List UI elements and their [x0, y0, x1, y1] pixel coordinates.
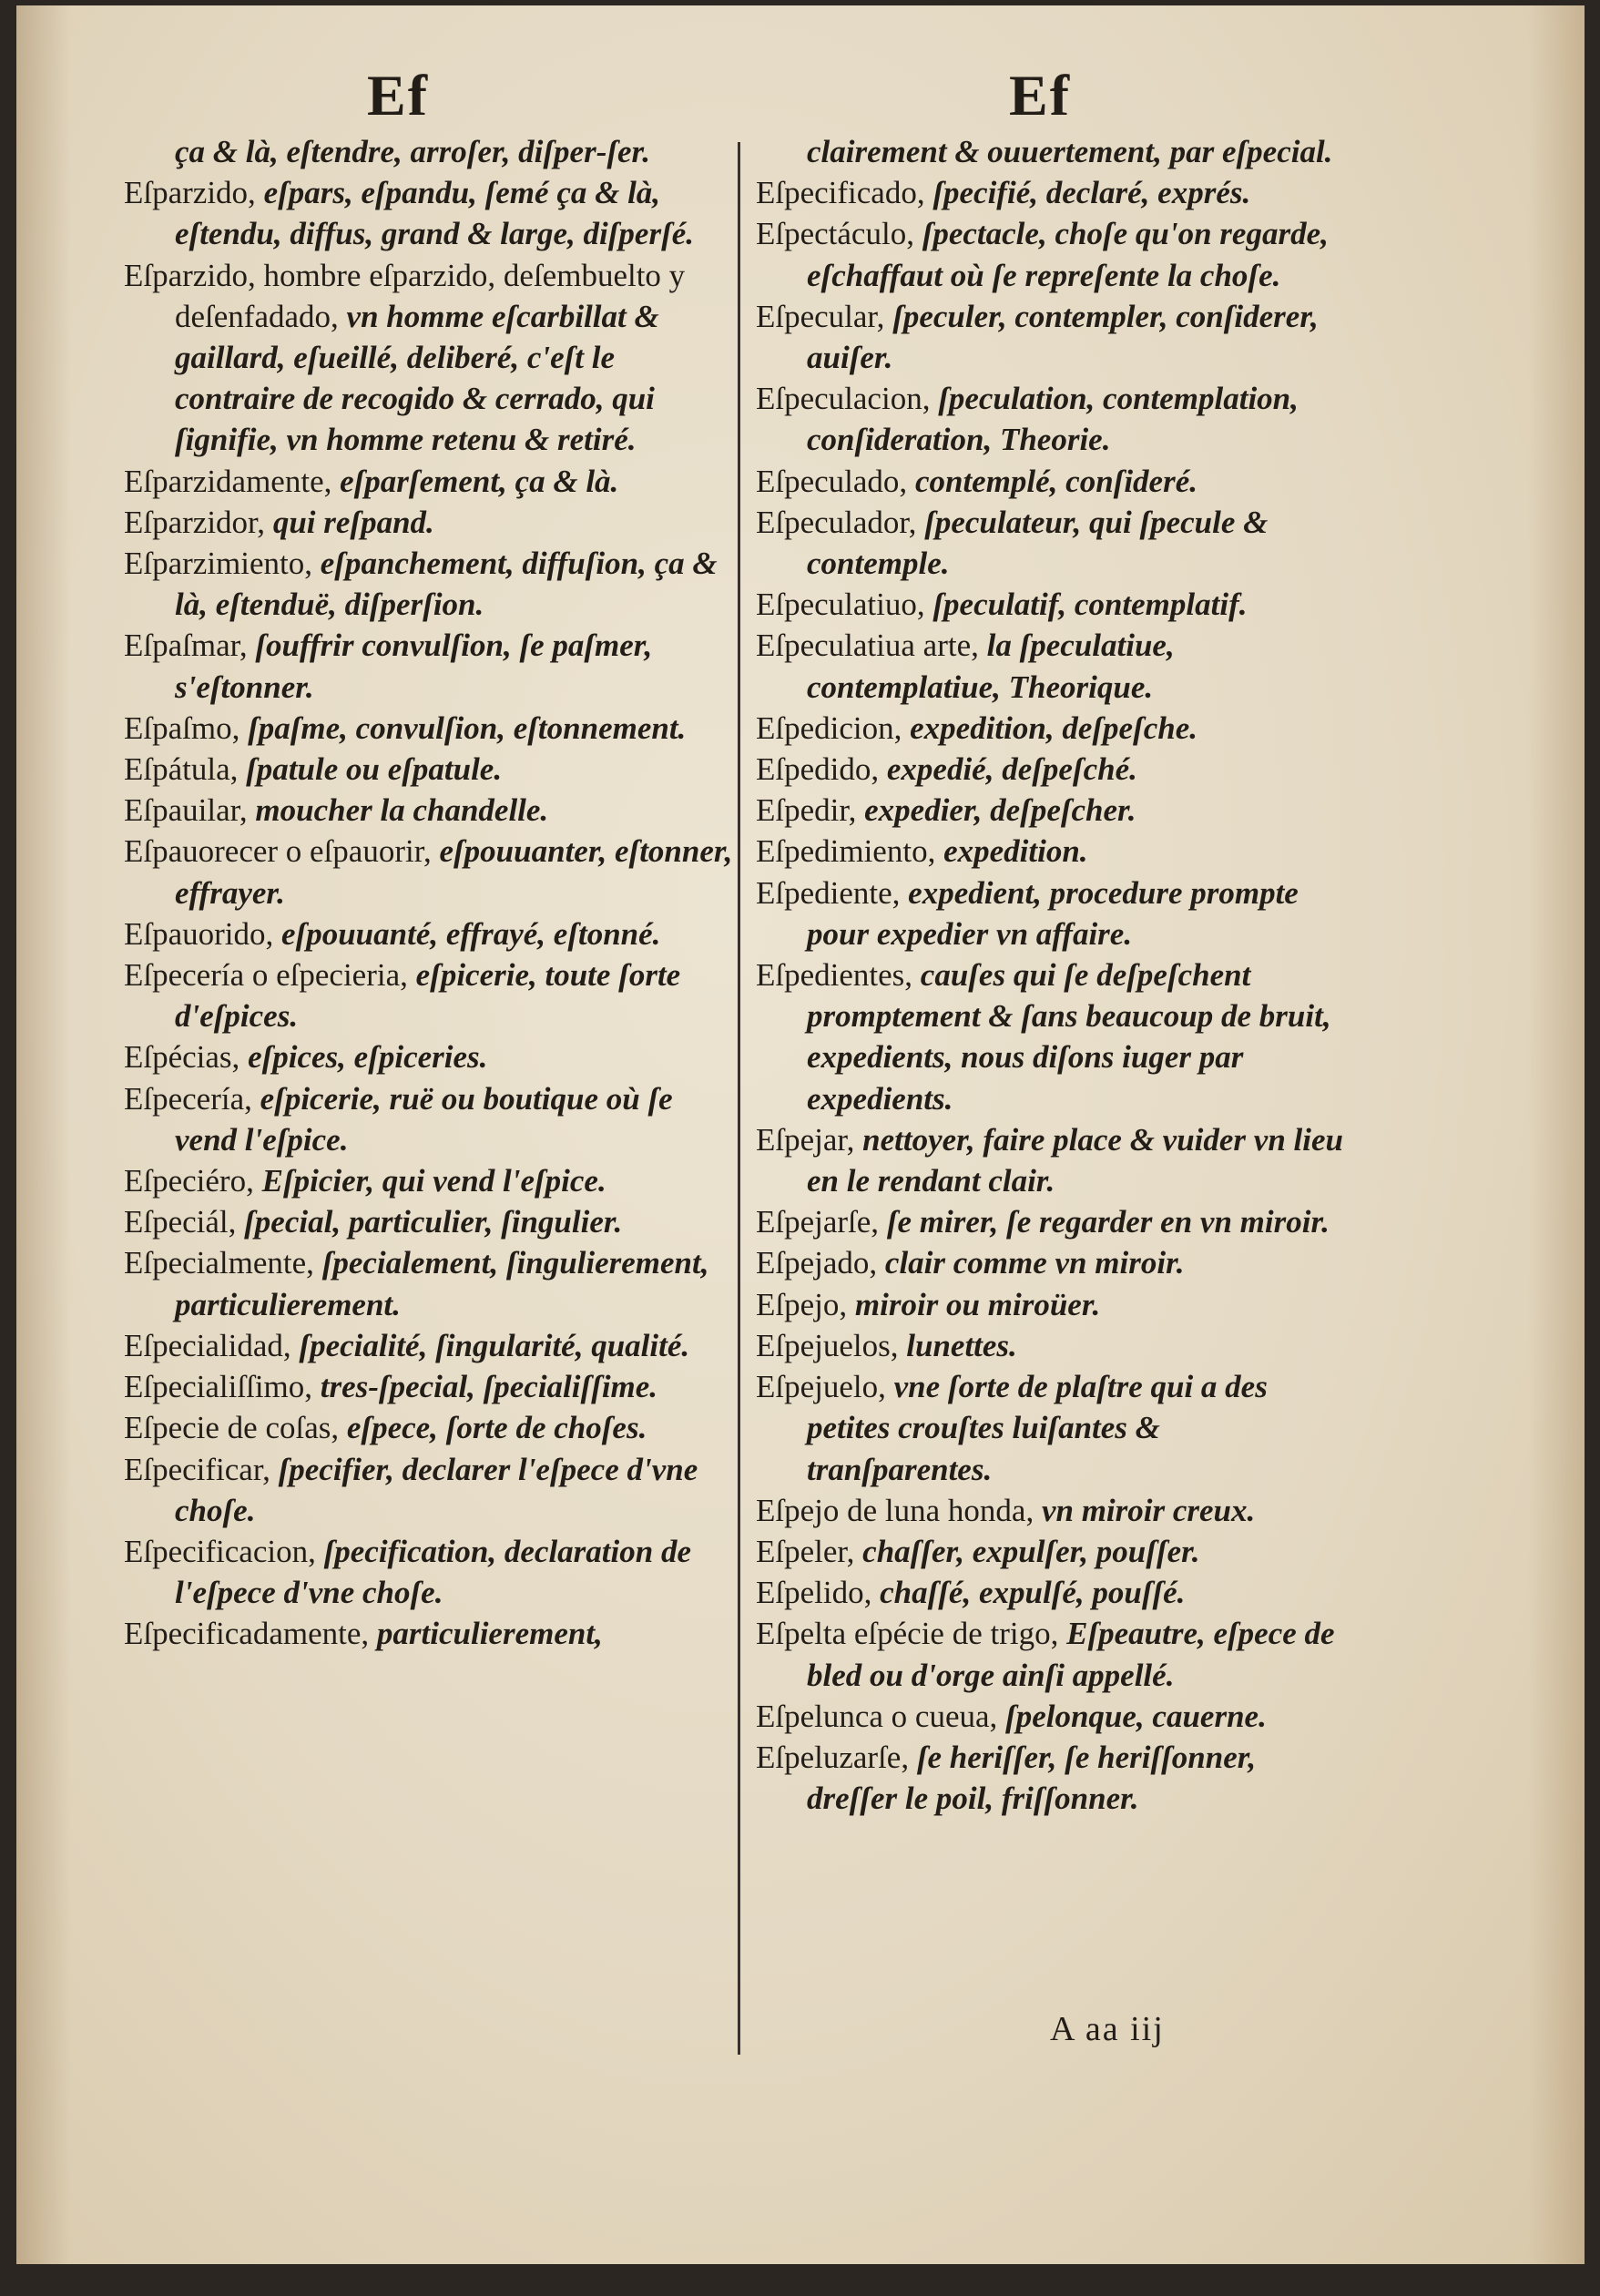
- dictionary-entry: [756, 1613, 1348, 1695]
- entry-definition: cauſes qui ſe deſpeſchent promptement & ſans beaucoup de bruit, expedients, nous diſons iuger par expedients.: [807, 957, 1331, 1117]
- entry-definition: eſpices, eſpiceries.: [248, 1039, 488, 1076]
- dictionary-entry: [756, 749, 1348, 790]
- dictionary-entry: [124, 1613, 736, 1654]
- entry-headword: Eſpecería,: [124, 1080, 260, 1117]
- dictionary-entry: [756, 1325, 1348, 1366]
- entry-headword: Eſpecificadamente,: [124, 1616, 377, 1652]
- signature-mark: A aa iij: [1050, 2010, 1165, 2048]
- entry-definition: lunettes.: [906, 1327, 1017, 1363]
- entry-definition: la ſpeculatiue, contemplatiue, Theorique.: [807, 628, 1175, 705]
- entry-definition: eſpanchement, diffuſion, ça & là, eſtenduë, diſperſion.: [175, 546, 718, 623]
- entry-definition: ſpaſme, convulſion, eſtonnement.: [248, 709, 687, 746]
- page-edge-shadow: [1528, 5, 1585, 2264]
- dictionary-entry: [124, 1531, 736, 1613]
- entry-definition: eſpouuanter, eſtonner, effrayer.: [175, 833, 733, 911]
- entry-headword: Eſparzidamente,: [124, 463, 341, 499]
- entry-headword: Eſparzidor,: [124, 504, 273, 540]
- entry-definition: moucher la chandelle.: [255, 792, 549, 829]
- dictionary-entry: [756, 213, 1348, 295]
- dictionary-entry: [756, 790, 1348, 831]
- dictionary-entry: [756, 1366, 1348, 1490]
- entry-headword: Eſparzido,: [124, 175, 264, 211]
- entry-headword: Eſpauorido,: [124, 915, 282, 952]
- entry-definition: ſpeculateur, qui ſpecule & contemple.: [807, 504, 1269, 582]
- dictionary-entry: [756, 954, 1348, 1119]
- dictionary-entry: [124, 1407, 736, 1448]
- dictionary-entry: [756, 831, 1348, 872]
- entry-headword: Eſpecialmente,: [124, 1245, 322, 1281]
- entry-definition: expedition, deſpeſche.: [910, 709, 1197, 746]
- dictionary-entry: [756, 1284, 1348, 1325]
- entry-headword: Eſpeculatiua arte,: [756, 628, 987, 664]
- dictionary-entry: [124, 831, 736, 913]
- entry-headword: Eſpeculacion,: [756, 381, 939, 417]
- continuation-text: clairement & ouuertement, par eſpecial.: [807, 134, 1333, 169]
- entry-headword: Eſparzimiento,: [124, 546, 321, 582]
- entry-definition: clair comme vn miroir.: [884, 1245, 1185, 1281]
- entry-definition: ſpeculatif, contemplatif.: [932, 587, 1248, 623]
- dictionary-entry: [124, 625, 736, 707]
- dictionary-entry: [124, 1201, 736, 1242]
- entry-headword: Eſpelta eſpécie de trigo,: [756, 1616, 1067, 1652]
- entry-headword: Eſpecie de coſas,: [124, 1410, 347, 1446]
- entry-definition: ſe mirer, ſe regarder en vn miroir.: [886, 1204, 1330, 1240]
- entry-headword: Eſpelunca o cueua,: [756, 1698, 1006, 1734]
- entry-headword: Eſpeculador,: [756, 504, 925, 540]
- dictionary-entry: [756, 1737, 1348, 1819]
- entry-definition: vne ſorte de plaſtre qui a des petites crouſtes luiſantes & tranſparentes.: [807, 1369, 1268, 1487]
- entry-definition: ſpecifier, declarer l'eſpece d'vne choſe.: [175, 1451, 698, 1528]
- entry-definition: ſpecialité, ſingularité, qualité.: [299, 1327, 690, 1363]
- running-head-left: Ef: [367, 63, 429, 128]
- entry-headword: Eſpeler,: [756, 1533, 863, 1569]
- page-edge-shadow: [16, 5, 71, 2264]
- entry-definition: tres-ſpecial, ſpecialiſſime.: [320, 1369, 658, 1405]
- dictionary-entry: [756, 625, 1348, 707]
- dictionary-entry: [124, 749, 736, 790]
- dictionary-entry: [124, 790, 736, 831]
- entry-headword: Eſpedido,: [756, 751, 887, 788]
- entry-headword: Eſpaſmo,: [124, 709, 249, 746]
- dictionary-entry: [756, 1490, 1348, 1531]
- entry-headword: Eſpecificacion,: [124, 1533, 324, 1569]
- entry-headword: Eſpectáculo,: [756, 216, 922, 252]
- right-column: [756, 131, 1348, 1819]
- book-page: [16, 5, 1585, 2264]
- entry-definition: eſpars, eſpandu, ſemé ça & là, eſtendu, diffus, grand & large, diſperſé.: [175, 175, 695, 252]
- entry-headword: Eſpedir,: [756, 792, 865, 829]
- dictionary-entry: [124, 502, 736, 543]
- dictionary-entry: [124, 172, 736, 254]
- running-head-right: Ef: [1009, 63, 1071, 128]
- entry-definition: Eſpicier, qui vend l'eſpice.: [261, 1163, 606, 1199]
- dictionary-entry: [124, 1242, 736, 1324]
- dictionary-entry: [124, 1078, 736, 1160]
- dictionary-entry: [756, 1119, 1348, 1201]
- entry-definition: eſpicerie, ruë ou boutique où ſe vend l'eſpice.: [175, 1080, 673, 1158]
- dictionary-entry: [756, 502, 1348, 584]
- entry-headword: Eſpedimiento,: [756, 833, 944, 870]
- entry-headword: Eſpejuelo,: [756, 1369, 894, 1405]
- dictionary-entry: [124, 1325, 736, 1366]
- dictionary-entry: [124, 954, 736, 1036]
- dictionary-entry: [756, 872, 1348, 954]
- dictionary-entry: [756, 378, 1348, 460]
- entry-headword: Eſpediente,: [756, 874, 909, 911]
- entry-headword: Eſpejuelos,: [756, 1327, 907, 1363]
- entry-headword: Eſpelido,: [756, 1575, 881, 1611]
- entry-definition: ſpectacle, choſe qu'on regarde, eſchaffaut où ſe repreſente la choſe.: [807, 216, 1329, 293]
- dictionary-entry: [756, 296, 1348, 378]
- entry-headword: Eſpaſmar,: [124, 628, 256, 664]
- entry-definition: ſpecial, particulier, ſingulier.: [244, 1204, 623, 1240]
- dictionary-entry: [124, 255, 736, 461]
- entry-headword: Eſpeculatiuo,: [756, 587, 933, 623]
- entry-headword: Eſpeculado,: [756, 463, 915, 499]
- dictionary-entry: [756, 1531, 1348, 1572]
- entry-definition: expedié, deſpeſché.: [886, 751, 1137, 788]
- entry-headword: Eſpauilar,: [124, 792, 256, 829]
- column-divider: [738, 142, 740, 2055]
- dictionary-entry: [124, 708, 736, 749]
- dictionary-entry: [124, 461, 736, 502]
- dictionary-entry: [756, 461, 1348, 502]
- entry-definition: chaſſer, expulſer, pouſſer.: [862, 1533, 1200, 1569]
- entry-headword: Eſpecería o eſpecieria,: [124, 957, 416, 994]
- dictionary-entry: [124, 1160, 736, 1201]
- dictionary-entry: [756, 1696, 1348, 1737]
- entry-definition: qui reſpand.: [272, 504, 434, 540]
- entry-headword: Eſpeluzarſe,: [756, 1739, 917, 1775]
- left-column: [124, 131, 736, 1655]
- entry-definition: miroir ou miroüer.: [854, 1286, 1101, 1322]
- dictionary-entry: [124, 913, 736, 954]
- entry-headword: Eſpauorecer o eſpauorir,: [124, 833, 440, 870]
- entry-headword: Eſpecular,: [756, 298, 893, 334]
- dictionary-entry: [124, 1366, 736, 1407]
- entry-headword: Eſparzido, hombre eſparzido, deſembuelto y deſenfadado,: [124, 257, 686, 334]
- dictionary-entry: [756, 584, 1348, 625]
- entry-headword: Eſpécias,: [124, 1039, 249, 1076]
- dictionary-entry: [756, 172, 1348, 213]
- entry-definition: ſpecifié, declaré, exprés.: [932, 175, 1251, 211]
- dictionary-entry: [756, 1242, 1348, 1283]
- dictionary-entry: [124, 1449, 736, 1531]
- continuation-text: ça & là, eſtendre, arroſer, diſper-ſer.: [175, 134, 650, 169]
- entry-definition: eſpece, ſorte de choſes.: [346, 1410, 647, 1446]
- entry-definition: eſpouuanté, effrayé, eſtonné.: [281, 915, 661, 952]
- dictionary-entry: [756, 1572, 1348, 1613]
- entry-definition: ſpecialement, ſingulierement, particulierement.: [175, 1245, 709, 1322]
- entry-headword: Eſpejar,: [756, 1121, 863, 1158]
- entry-definition: chaſſé, expulſé, pouſſé.: [880, 1575, 1186, 1611]
- entry-definition: eſparſement, ça & là.: [340, 463, 619, 499]
- entry-headword: Eſpecificar,: [124, 1451, 279, 1487]
- entry-definition: ſpelonque, cauerne.: [1005, 1698, 1267, 1734]
- entry-definition: vn miroir creux.: [1041, 1492, 1256, 1528]
- dictionary-entry: [756, 708, 1348, 749]
- entry-definition: ſpeculation, contemplation, conſideration, Theorie.: [807, 381, 1299, 458]
- entry-headword: Eſpejarſe,: [756, 1204, 887, 1240]
- entry-headword: Eſpedicion,: [756, 709, 911, 746]
- entry-headword: Eſpejo de luna honda,: [756, 1492, 1042, 1528]
- entry-definition: expedition.: [943, 833, 1088, 870]
- entry-definition: contemplé, conſideré.: [914, 463, 1197, 499]
- dictionary-entry: [124, 1036, 736, 1077]
- dictionary-entry: [756, 1201, 1348, 1242]
- entry-definition: ſpatule ou eſpatule.: [246, 751, 503, 788]
- entry-definition: particulierement,: [376, 1616, 603, 1652]
- entry-definition: ſpecification, declaration de l'eſpece d'vne choſe.: [175, 1533, 691, 1611]
- entry-definition: ſe heriſſer, ſe heriſſonner, dreſſer le poil, friſſonner.: [807, 1739, 1257, 1817]
- entry-definition: ſpeculer, contempler, conſiderer, auiſer.: [807, 298, 1319, 376]
- entry-headword: Eſpeciál,: [124, 1204, 245, 1240]
- entry-headword: Eſpecificado,: [756, 175, 933, 211]
- entry-headword: Eſpedientes,: [756, 957, 921, 994]
- entry-headword: Eſpecialiſſimo,: [124, 1369, 321, 1405]
- entry-headword: Eſpecialidad,: [124, 1327, 300, 1363]
- dictionary-entry: [124, 543, 736, 625]
- entry-definition: ſouffrir convulſion, ſe paſmer, s'eſtonner.: [175, 628, 653, 705]
- entry-definition: vn homme eſcarbillat & gaillard, eſueillé, deliberé, c'eſt le contraire de recogido & cerrado, qui ſignifie, vn homme retenu & retiré.: [175, 298, 659, 458]
- entry-definition: Eſpeautre, eſpece de bled ou d'orge ainſi appellé.: [807, 1616, 1335, 1693]
- entry-headword: Eſpeciéro,: [124, 1163, 262, 1199]
- entry-headword: Eſpejo,: [756, 1286, 855, 1322]
- entry-definition: expedient, procedure prompte pour expedier vn affaire.: [807, 874, 1299, 952]
- entry-headword: Eſpátula,: [124, 751, 247, 788]
- entry-headword: Eſpejado,: [756, 1245, 885, 1281]
- entry-definition: expedier, deſpeſcher.: [864, 792, 1136, 829]
- entry-definition: eſpicerie, toute ſorte d'eſpices.: [175, 957, 681, 1035]
- entry-definition: nettoyer, faire place & vuider vn lieu en le rendant clair.: [807, 1121, 1343, 1199]
